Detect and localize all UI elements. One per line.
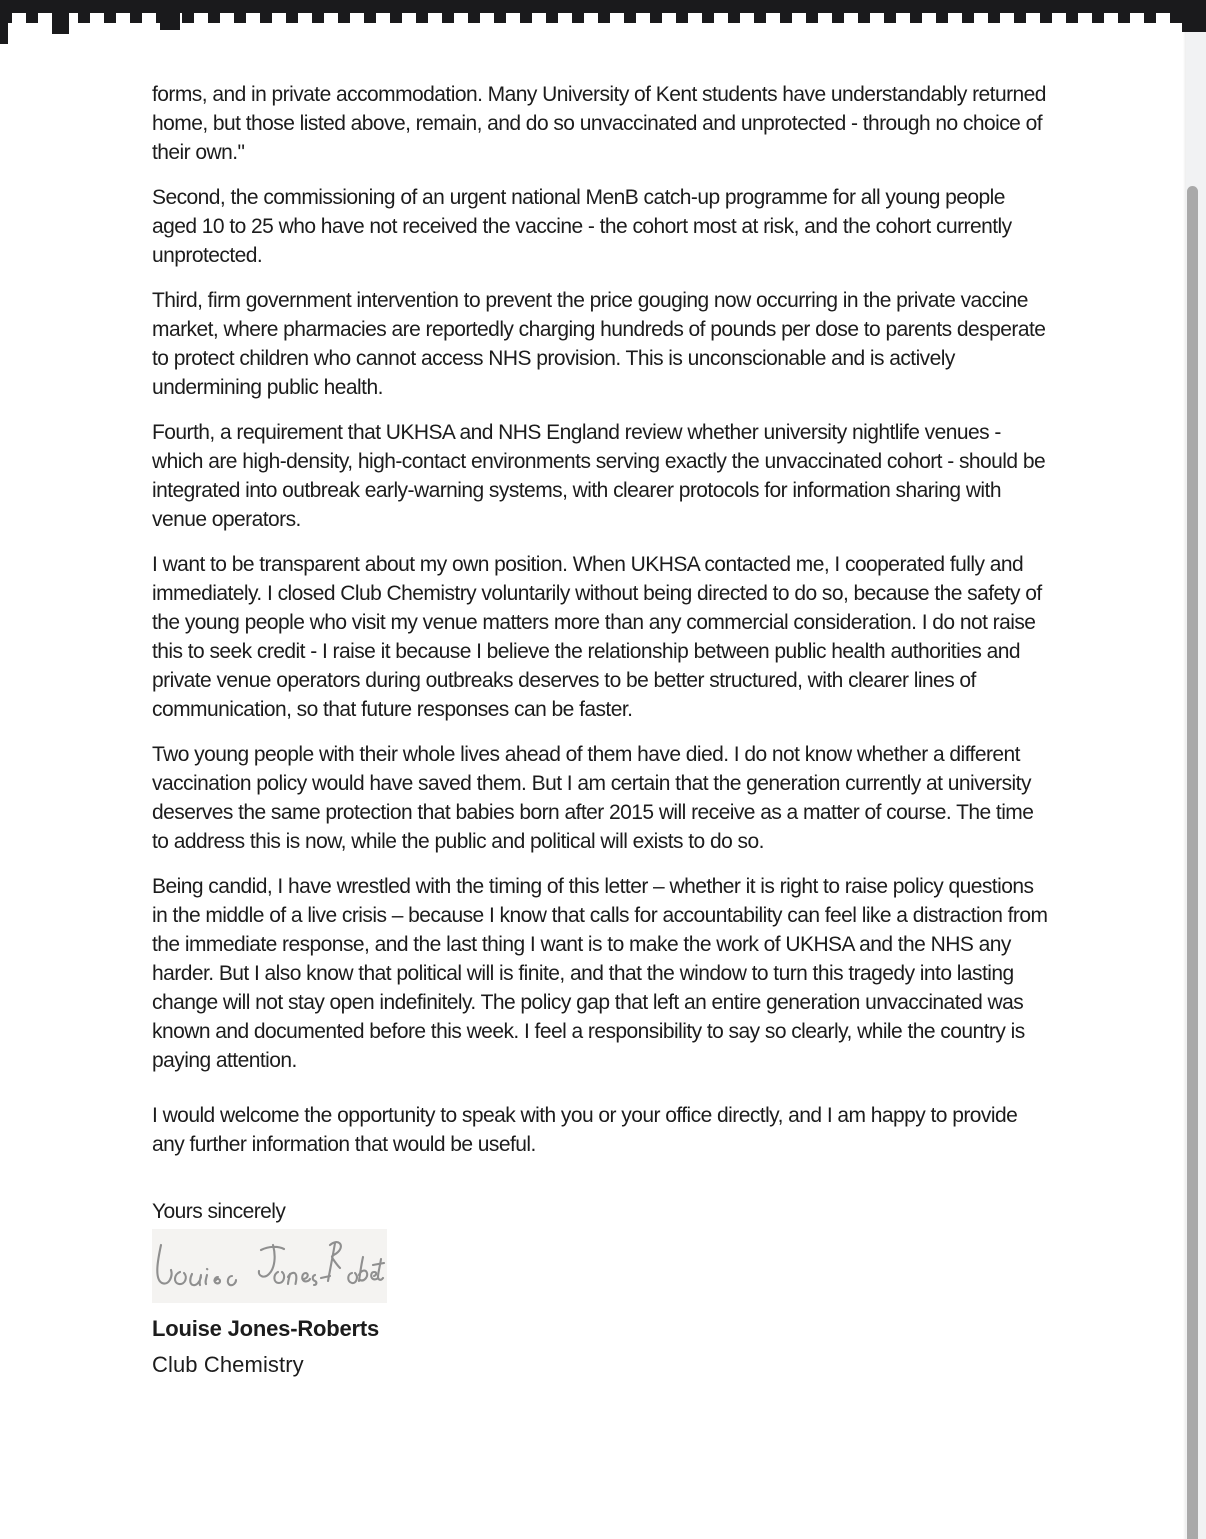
scrollbar-thumb[interactable] [1187,186,1198,1539]
letter-paragraph: forms, and in private accommodation. Many University of Kent students have understandably returned home, but those listed above, remain, and do so unvaccinated and unprotected - through no choice of their own." [152,83,1046,164]
page-right-edge [1183,0,1186,1539]
torn-edge-fragment [0,0,8,44]
signatory-organisation: Club Chemistry [152,1352,304,1377]
torn-page-top-teeth [0,13,1206,23]
torn-edge-fragment [52,0,69,34]
torn-edge-fragment [1182,0,1206,32]
letter-paragraph: I would welcome the opportunity to speak with you or your office directly, and I am happy to provide any further information that would be useful. [152,1104,1018,1156]
valediction: Yours sincerely [152,1200,286,1223]
torn-page-top-edge [0,0,1206,13]
signature-handwriting [152,1229,387,1303]
letter-paragraph: Second, the commissioning of an urgent national MenB catch-up programme for all young people aged 10 to 25 who have not received the vaccine - the cohort most at risk, and the cohort currently unprotected. [152,186,1012,267]
letter-body [152,80,1052,1379]
letter-paragraph: Two young people with their whole lives ahead of them have died. I do not know whether a different vaccination policy would have saved them. But I am certain that the generation currently at university deserves the same protection that babies born after 2015 will receive as a matter of course. The time to address this is now, while the public and political will exists to do so. [152,743,1034,853]
letter-paragraph: Fourth, a requirement that UKHSA and NHS England review whether university nightlife venues - which are high-density, high-contact environments serving exactly the unvaccinated cohort - should be integrated into outbreak early-warning systems, with clearer protocols for information sharing with venue operators. [152,421,1046,531]
signature-image [152,1229,387,1303]
torn-edge-fragment [160,0,180,30]
signatory-name: Louise Jones-Roberts [152,1316,380,1341]
letter-paragraph: Third, firm government intervention to prevent the price gouging now occurring in the private vaccine market, where pharmacies are reportedly charging hundreds of pounds per dose to parents desperate to protect children who cannot access NHS provision. This is unconscionable and is actively undermining public health. [152,289,1046,399]
letter-paragraph: I want to be transparent about my own position. When UKHSA contacted me, I cooperated fully and immediately. I closed Club Chemistry voluntarily without being directed to do so, because the safety of the young people who visit my venue matters more than any commercial consideration. I do not raise this to seek credit - I raise it because I believe the relationship between public health authorities and private venue operators during outbreaks deserves to be better structured, with clearer lines of communication, so that future responses can be faster. [152,553,1042,721]
letter-paragraph: Being candid, I have wrestled with the timing of this letter – whether it is right to raise policy questions in the middle of a live crisis – because I know that calls for accountability can feel like a distraction from the immediate response, and the last thing I want is to make the work of UKHSA and the NHS any harder. But I also know that political will is finite, and that the window to turn this tragedy into lasting change will not stay open indefinitely. The policy gap that left an entire generation unvaccinated was known and documented before this week. I feel a responsibility to say so clearly, while the country is paying attention. [152,875,1048,1072]
